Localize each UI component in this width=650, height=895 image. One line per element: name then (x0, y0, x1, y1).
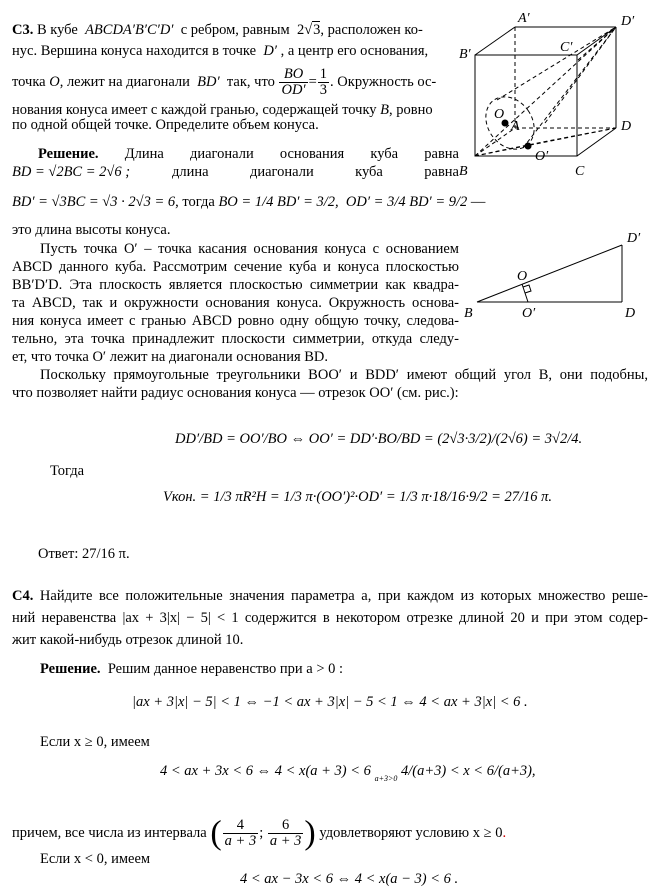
radius-equation: DD′/BD = OO′/BO ⇔ OO′ = DD′·BO/BD = (2√3·3/2)/(2√6) = 3√2/4. (175, 431, 583, 447)
tri-label-O-prime: O′ (522, 306, 536, 321)
label-A: A (511, 119, 520, 134)
label-B: B (459, 164, 468, 179)
c4-equation-1: |ax + 3|x| − 5| < 1 ⇔ −1 < ax + 3|x| − 5 < 1 ⇔ 4 < ax + 3|x| < 6 . (132, 694, 528, 710)
ratio-fraction: $\frac{BO}{OD'}$ (281, 66, 306, 98)
c3-solution-line-3: BD′ = √3BC = √3 · 2√3 = 6, тогда BO = 1/4 BD′ = 3/2, OD′ = 3/4 BD′ = 9/2 — (12, 194, 486, 210)
label-A-prime: A′ (518, 11, 530, 26)
c3-line-1: С3. В кубе ABCDA′B′C′D′ с ребром, равным 2√3, расположен ко- (12, 22, 423, 38)
tri-label-B: B (464, 306, 473, 321)
c3-line-2: нус. Вершина конуса находится в точке D′ , а центр его основания, (12, 43, 429, 59)
point-O-prime (525, 143, 532, 150)
label-B-prime: B′ (459, 47, 471, 62)
volume-equation: Vкон. = 1/3 πR²H = 1/3 π·(OO′)²·OD′ = 1/3 π·18/16·9/2 = 27/16 π. (163, 489, 553, 505)
c3-solution-line-2: BD = √2BC = 2√6 ; длина диагонали куба равна (12, 164, 459, 180)
c3-solution-line-1: Решение. Длина диагонали основания куба равна (38, 146, 459, 162)
c3-paragraph-2: Пусть точка O′ – точка касания основания конуса с основанием ABCD данного куба. Рассмотрим сечение куба и конуса плоскостью BB′D′D. Эта плоскость является плоскостью симметрии как квадра- та ABCD, так и окружности основания конуса. Окружность основа- ния конуса имеет с гранью ABCD ровно одну общую точку, следова- тельно, эта точка принадлежит плоскости симметрии, откуда следу- ет, что точка O′ лежит на диагонали основания BD. (12, 241, 459, 365)
c4-equation-2: 4 < ax + 3x < 6 ⇔ 4 < x(a + 3) < 6 $_{a+3>0}$ 4/(a+3) < x < 6/(a+3), (160, 763, 536, 783)
c3-line-5: по одной общей точке. Определите объем конуса. (12, 117, 319, 133)
triangle-figure (455, 222, 650, 322)
c4-case-2: Если x < 0, имеем (40, 851, 151, 867)
label-D-prime: D′ (621, 14, 635, 29)
c4-solution-intro: Решение. Решим данное неравенство при a > 0 : (40, 661, 344, 677)
label-O-prime2: O′ (535, 149, 549, 164)
c4-interval-line: причем, все числа из интервала ( $\frac{4}{a + 3}$ ; $\frac{6}{a + 3}$ ) удовлетворяют условию x ≥ 0. (12, 814, 507, 852)
label-C: C (575, 164, 585, 179)
tri-label-D: D (625, 306, 636, 321)
c4-problem: С4. Найдите все положительные значения параметра a, при каждом из которых множество реше- ний неравенства |ax + 3|x| − 5| < 1 содержится в некотором отрезке длиной 20 и при этом содер- жит какой-нибудь отрезок длиной 10. (12, 588, 648, 648)
label-O: O (494, 107, 505, 122)
cube-figure (455, 5, 650, 185)
togda-text: Тогда (50, 463, 85, 479)
c3-line-4: нования конуса имеет с каждой гранью, содержащей точку B, ровно (12, 102, 433, 118)
tri-label-O: O (517, 269, 528, 284)
c3-solution-line-4: это длина высоты конуса. (12, 222, 171, 238)
c4-case-1: Если x ≥ 0, имеем (40, 734, 150, 750)
c3-line-3: точка O, лежит на диагонали BD′ так, что $\frac{BO}{OD'}$ = $\frac{1}{3}$ . Окружность ос- (12, 66, 437, 98)
label-C-prime: C′ (560, 40, 573, 55)
c3-answer: Ответ: 27/16 π. (38, 546, 130, 562)
c3-paragraph-3: Поскольку прямоугольные треугольники BOO′ и BDD′ имеют общий угол B, они подобны, что позволяет найти радиус основания конуса — отрезок OO′ (см. рис.): (12, 367, 648, 401)
edge-value: 2√3 (296, 22, 321, 38)
c3-label: С3. (12, 22, 34, 38)
answer-value: 27/16 π. (82, 546, 130, 562)
tri-label-D-prime: D′ (627, 231, 641, 246)
cube-front-face (475, 55, 577, 156)
label-D: D (621, 119, 632, 134)
c4-equation-3: 4 < ax − 3x < 6 ⇔ 4 < x(a − 3) < 6 . (240, 871, 459, 887)
cube-name: ABCDA′B′C′D′ (85, 22, 174, 38)
